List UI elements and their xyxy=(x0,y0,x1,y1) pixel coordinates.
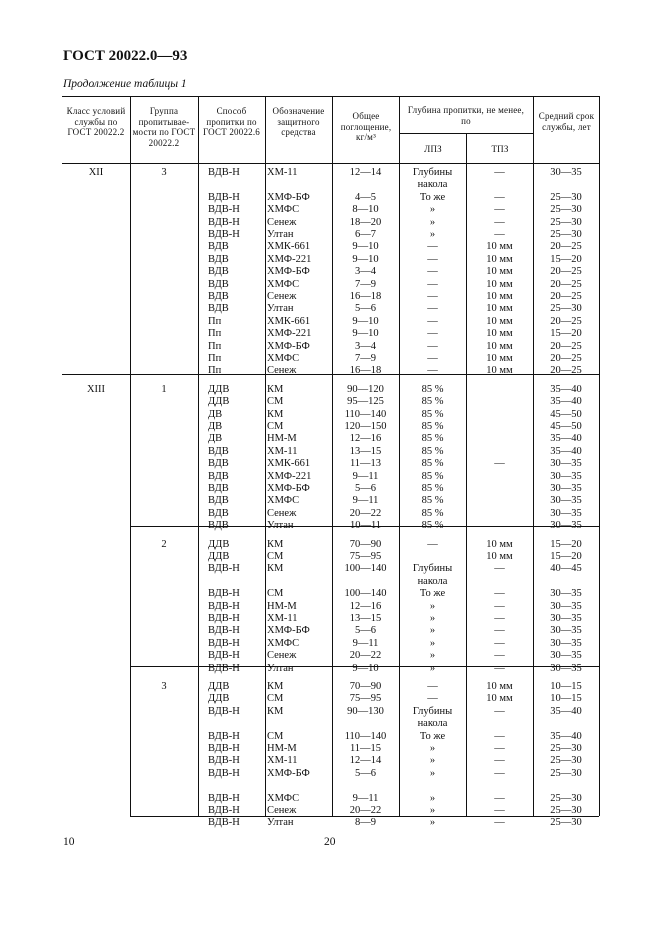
cell-srok: 20—25 xyxy=(550,340,582,352)
cell-sposob: ВДВ xyxy=(208,278,229,290)
cell-tpz: — xyxy=(494,817,505,829)
cell-tpz: 10 мм xyxy=(486,538,513,550)
cell-lpz: 85 % xyxy=(421,383,444,395)
cell-sposob: ВДВ-Н xyxy=(208,216,240,228)
cell-lpz: » xyxy=(429,216,436,228)
cell-sposob: ВДВ-Н xyxy=(208,805,240,816)
cell-tpz: — xyxy=(494,650,505,662)
cell-srok: 30—35 xyxy=(550,470,582,482)
cell-sredstvo: КМ xyxy=(267,563,284,575)
cell-sredstvo: Сенеж xyxy=(267,805,297,816)
cell-srok: 35—40 xyxy=(550,730,582,742)
cell-pogl: 20—22 xyxy=(349,805,382,816)
cell-sposob: ВДВ-Н xyxy=(208,817,240,829)
cell-sredstvo: ХМФ-БФ xyxy=(267,266,310,278)
cell-sredstvo: Сенеж xyxy=(267,216,297,228)
cell-sredstvo: СМ xyxy=(267,588,284,600)
cell-sposob: ДДВ xyxy=(208,383,230,395)
cell-sredstvo: ХМ-11 xyxy=(267,613,298,624)
cell-srok: 20—25 xyxy=(550,241,582,253)
cell-lpz: 85 % xyxy=(421,458,444,470)
cell-sposob: Пп xyxy=(208,328,222,340)
cell-pogl: 70—90 xyxy=(349,681,382,692)
cell-sredstvo: НМ-М xyxy=(267,600,297,612)
cell-gruppa: 3 xyxy=(161,681,167,692)
cell-srok: 25—30 xyxy=(550,767,582,779)
col-header-pogl: Общее поглощение, кг/м³ xyxy=(340,111,392,142)
cell-lpz: 85 % xyxy=(421,470,444,482)
cell-sposob: ВДВ-Н xyxy=(208,650,240,662)
cell-lpz: накола xyxy=(417,179,448,191)
cell-lpz: — xyxy=(427,365,438,377)
cell-pogl: 3—4 xyxy=(355,340,376,352)
cell-srok: 30—35 xyxy=(550,650,582,662)
cell-srok: 25—30 xyxy=(550,191,582,203)
cell-sredstvo: ХМФ-221 xyxy=(267,470,312,482)
cell-sredstvo: Ултан xyxy=(267,662,294,674)
cell-srok: 20—25 xyxy=(550,315,582,327)
cell-sredstvo: ХМФ-БФ xyxy=(267,767,310,779)
cell-srok: 20—25 xyxy=(550,278,582,290)
cell-lpz: — xyxy=(427,353,438,364)
cell-pogl: 18—20 xyxy=(349,216,382,228)
cell-srok: 30—35 xyxy=(550,600,582,612)
cell-sredstvo: ХМФ-БФ xyxy=(267,625,310,637)
col-header-tpz: ТПЗ xyxy=(491,144,509,154)
cell-srok: 20—25 xyxy=(550,291,582,302)
cell-lpz: — xyxy=(427,315,438,327)
cell-srok: 15—20 xyxy=(550,538,582,550)
cell-sredstvo: ХМФ-БФ xyxy=(267,340,310,352)
cell-tpz: 10 мм xyxy=(486,278,513,290)
cell-lpz: — xyxy=(427,328,438,340)
cell-lpz: То же xyxy=(419,730,446,742)
cell-lpz: — xyxy=(427,681,438,692)
cell-pogl: 75—95 xyxy=(349,693,382,705)
cell-lpz: — xyxy=(427,266,438,278)
cell-pogl: 5—6 xyxy=(355,303,376,315)
col-header-klass: Класс условий службы по ГОСТ 20022.2 xyxy=(66,106,126,137)
cell-srok: 20—25 xyxy=(550,353,582,364)
cell-sposob: ВДВ-Н xyxy=(208,563,240,575)
cell-srok: 25—30 xyxy=(550,303,582,315)
cell-sredstvo: ХМФС xyxy=(267,278,300,290)
cell-lpz: Глубины xyxy=(412,563,453,575)
cell-sredstvo: СМ xyxy=(267,730,284,742)
cell-sredstvo: НМ-М xyxy=(267,743,297,754)
col-header-gruppa: Группа пропитывае-мости по ГОСТ 20022.2 xyxy=(132,106,196,148)
cell-tpz: 10 мм xyxy=(486,340,513,352)
cell-klass: XIII xyxy=(86,383,106,395)
cell-pogl: 16—18 xyxy=(349,291,382,302)
cell-srok: 45—50 xyxy=(550,408,582,420)
cell-sredstvo: ХМК-661 xyxy=(267,241,311,253)
col-header-oboznach: Обозначение защитного средства xyxy=(272,106,325,137)
cell-sredstvo: ХМФС xyxy=(267,495,300,507)
cell-lpz: — xyxy=(427,303,438,315)
cell-tpz: 10 мм xyxy=(486,291,513,302)
cell-sredstvo: КМ xyxy=(267,383,284,395)
cell-sredstvo: Сенеж xyxy=(267,650,297,662)
cell-sredstvo: ХМ-11 xyxy=(267,755,298,767)
cell-sposob: ВДВ xyxy=(208,241,229,253)
cell-sposob: ДВ xyxy=(208,421,223,432)
cell-tpz: — xyxy=(494,216,505,228)
cell-srok: 30—35 xyxy=(550,637,582,649)
cell-tpz: — xyxy=(494,637,505,649)
cell-lpz: » xyxy=(429,767,436,779)
cell-srok: 25—30 xyxy=(550,792,582,804)
cell-srok: 15—20 xyxy=(550,328,582,340)
cell-pogl: 110—140 xyxy=(344,408,387,420)
cell-srok: 35—40 xyxy=(550,433,582,445)
cell-pogl: 13—15 xyxy=(349,613,382,624)
cell-sposob: ВДВ-Н xyxy=(208,755,240,767)
cell-sposob: ВДВ-Н xyxy=(208,588,240,600)
cell-lpz: — xyxy=(427,340,438,352)
cell-sposob: ВДВ xyxy=(208,253,229,265)
cell-tpz: — xyxy=(494,563,505,575)
cell-pogl: 20—22 xyxy=(349,507,382,519)
cell-sredstvo: СМ xyxy=(267,396,284,408)
cell-sposob: ДДВ xyxy=(208,396,230,408)
cell-sposob: ДДВ xyxy=(208,551,230,562)
cell-sredstvo: КМ xyxy=(267,681,284,692)
cell-pogl: 9—11 xyxy=(352,470,379,482)
col-header-sposob: Способ пропитки по ГОСТ 20022.6 xyxy=(203,106,260,137)
cell-lpz: » xyxy=(429,743,436,754)
cell-pogl: 70—90 xyxy=(349,538,382,550)
cell-sredstvo: Ултан xyxy=(267,520,294,532)
cell-pogl: 12—16 xyxy=(349,600,382,612)
cell-pogl: 90—130 xyxy=(347,705,384,717)
cell-tpz: — xyxy=(494,191,505,203)
cell-sredstvo: ХМФС xyxy=(267,204,300,216)
cell-lpz: » xyxy=(429,637,436,649)
cell-sredstvo: НМ-М xyxy=(267,433,297,445)
cell-sposob: ВДВ-Н xyxy=(208,705,240,717)
cell-sredstvo: ХМФС xyxy=(267,637,300,649)
cell-srok: 35—40 xyxy=(550,396,582,408)
col-header-srok: Средний срок службы, лет xyxy=(538,111,595,132)
cell-lpz: » xyxy=(429,662,436,674)
cell-srok: 30—35 xyxy=(550,520,582,532)
cell-sredstvo: КМ xyxy=(267,538,284,550)
cell-pogl: 100—140 xyxy=(344,588,387,600)
cell-srok: 30—35 xyxy=(550,613,582,624)
cell-srok: 25—30 xyxy=(550,204,582,216)
cell-pogl: 5—6 xyxy=(355,625,376,637)
cell-lpz: накола xyxy=(417,718,448,730)
cell-sposob: ВДВ-Н xyxy=(208,204,240,216)
cell-pogl: 7—9 xyxy=(355,278,376,290)
cell-srok: 30—35 xyxy=(550,662,582,674)
page-number-left: 10 xyxy=(63,836,75,848)
cell-sredstvo: Ултан xyxy=(267,817,294,829)
cell-tpz: — xyxy=(494,743,505,754)
cell-sredstvo: Сенеж xyxy=(267,507,297,519)
cell-lpz: — xyxy=(427,693,438,705)
cell-sposob: ВДВ xyxy=(208,470,229,482)
cell-pogl: 9—10 xyxy=(352,662,379,674)
cell-pogl: 4—5 xyxy=(355,191,376,203)
cell-sposob: ВДВ-Н xyxy=(208,229,240,240)
cell-pogl: 9—11 xyxy=(352,495,379,507)
cell-pogl: 11—15 xyxy=(349,743,382,754)
cell-pogl: 90—120 xyxy=(347,383,384,395)
cell-srok: 30—35 xyxy=(550,458,582,470)
cell-sposob: ВДВ xyxy=(208,303,229,315)
cell-sposob: ВДВ-Н xyxy=(208,167,240,178)
cell-sredstvo: Ултан xyxy=(267,229,294,240)
cell-lpz: накола xyxy=(417,575,448,587)
cell-sredstvo: КМ xyxy=(267,408,284,420)
cell-srok: 40—45 xyxy=(550,563,582,575)
cell-srok: 25—30 xyxy=(550,743,582,754)
cell-pogl: 9—10 xyxy=(352,253,379,265)
cell-lpz: » xyxy=(429,817,436,829)
table-continuation-caption: Продолжение таблицы 1 xyxy=(63,78,187,90)
cell-lpz: » xyxy=(429,805,436,816)
cell-lpz: » xyxy=(429,625,436,637)
cell-sposob: ВДВ-Н xyxy=(208,600,240,612)
page-number-center: 20 xyxy=(324,836,336,848)
cell-pogl: 3—4 xyxy=(355,266,376,278)
cell-srok: 25—30 xyxy=(550,805,582,816)
cell-lpz: То же xyxy=(419,588,446,600)
cell-tpz: 10 мм xyxy=(486,681,513,692)
cell-tpz: 10 мм xyxy=(486,328,513,340)
cell-lpz: 85 % xyxy=(421,408,444,420)
cell-sposob: ДДВ xyxy=(208,538,230,550)
cell-srok: 30—35 xyxy=(550,495,582,507)
cell-srok: 35—40 xyxy=(550,445,582,457)
cell-srok: 10—15 xyxy=(550,681,582,692)
cell-pogl: 110—140 xyxy=(344,730,387,742)
cell-tpz: — xyxy=(494,204,505,216)
cell-tpz: — xyxy=(494,662,505,674)
cell-lpz: Глубины xyxy=(412,167,453,178)
cell-sposob: Пп xyxy=(208,315,222,327)
cell-sposob: Пп xyxy=(208,365,222,377)
cell-pogl: 6—7 xyxy=(355,229,376,240)
cell-sredstvo: ХМФС xyxy=(267,792,300,804)
cell-sredstvo: ХМФ-БФ xyxy=(267,483,310,494)
cell-pogl: 75—95 xyxy=(349,551,382,562)
cell-sredstvo: Ултан xyxy=(267,303,294,315)
cell-tpz: — xyxy=(494,730,505,742)
cell-sposob: ВДВ xyxy=(208,507,229,519)
standard-number: ГОСТ 20022.0—93 xyxy=(63,48,188,64)
cell-lpz: » xyxy=(429,755,436,767)
cell-sposob: ДВ xyxy=(208,433,223,445)
cell-pogl: 8—10 xyxy=(352,204,379,216)
cell-klass: XII xyxy=(88,167,104,178)
cell-sredstvo: КМ xyxy=(267,705,284,717)
cell-srok: 25—30 xyxy=(550,817,582,829)
cell-sposob: ВДВ-Н xyxy=(208,767,240,779)
cell-srok: 20—25 xyxy=(550,266,582,278)
cell-sredstvo: ХМФ-221 xyxy=(267,328,312,340)
cell-sredstvo: ХМФ-221 xyxy=(267,253,312,265)
cell-sredstvo: СМ xyxy=(267,421,284,432)
cell-sposob: ВДВ-Н xyxy=(208,743,240,754)
cell-lpz: 85 % xyxy=(421,495,444,507)
cell-lpz: 85 % xyxy=(421,396,444,408)
cell-tpz: — xyxy=(494,792,505,804)
cell-srok: 35—40 xyxy=(550,705,582,717)
cell-srok: 30—35 xyxy=(550,167,582,178)
cell-gruppa: 1 xyxy=(161,383,167,395)
cell-gruppa: 2 xyxy=(161,538,167,550)
cell-srok: 25—30 xyxy=(550,216,582,228)
cell-lpz: 85 % xyxy=(421,433,444,445)
cell-lpz: — xyxy=(427,278,438,290)
cell-pogl: 16—18 xyxy=(349,365,382,377)
cell-pogl: 9—10 xyxy=(352,315,379,327)
cell-srok: 15—20 xyxy=(550,253,582,265)
cell-tpz: — xyxy=(494,167,505,178)
cell-sposob: ДДВ xyxy=(208,681,230,692)
impregnation-table xyxy=(62,96,599,829)
cell-lpz: » xyxy=(429,600,436,612)
cell-tpz: — xyxy=(494,600,505,612)
cell-pogl: 9—10 xyxy=(352,328,379,340)
cell-lpz: — xyxy=(427,241,438,253)
cell-sredstvo: ХМФС xyxy=(267,353,300,364)
cell-pogl: 12—16 xyxy=(349,433,382,445)
cell-srok: 25—30 xyxy=(550,755,582,767)
cell-sposob: ВДВ-Н xyxy=(208,191,240,203)
cell-pogl: 9—11 xyxy=(352,792,379,804)
cell-tpz: 10 мм xyxy=(486,303,513,315)
cell-sredstvo: Сенеж xyxy=(267,365,297,377)
cell-lpz: — xyxy=(427,538,438,550)
cell-tpz: 10 мм xyxy=(486,551,513,562)
cell-tpz: — xyxy=(494,755,505,767)
cell-tpz: — xyxy=(494,705,505,717)
cell-lpz: 85 % xyxy=(421,520,444,532)
cell-lpz: То же xyxy=(419,191,446,203)
cell-pogl: 9—10 xyxy=(352,241,379,253)
cell-tpz: 10 мм xyxy=(486,693,513,705)
cell-tpz: — xyxy=(494,613,505,624)
cell-pogl: 8—9 xyxy=(355,817,376,829)
cell-srok: 35—40 xyxy=(550,383,582,395)
cell-pogl: 120—150 xyxy=(344,421,387,432)
cell-pogl: 11—13 xyxy=(349,458,382,470)
cell-sposob: ВДВ-Н xyxy=(208,662,240,674)
cell-sposob: ВДВ-Н xyxy=(208,613,240,624)
cell-lpz: » xyxy=(429,613,436,624)
cell-pogl: 5—6 xyxy=(355,483,376,494)
cell-lpz: 85 % xyxy=(421,445,444,457)
cell-sposob: ВДВ xyxy=(208,291,229,302)
cell-lpz: » xyxy=(429,229,436,240)
cell-srok: 15—20 xyxy=(550,551,582,562)
cell-tpz: 10 мм xyxy=(486,353,513,364)
cell-sposob: ВДВ xyxy=(208,445,229,457)
col-header-lpz: ЛПЗ xyxy=(424,144,442,154)
cell-sredstvo: ХМ-11 xyxy=(267,445,298,457)
cell-gruppa: 3 xyxy=(161,167,167,178)
cell-sredstvo: Сенеж xyxy=(267,291,297,302)
cell-sredstvo: ХМК-661 xyxy=(267,458,311,470)
cell-sposob: Пп xyxy=(208,340,222,352)
cell-sposob: ВДВ xyxy=(208,266,229,278)
cell-lpz: 85 % xyxy=(421,421,444,432)
cell-pogl: 13—15 xyxy=(349,445,382,457)
cell-sposob: ВДВ-Н xyxy=(208,637,240,649)
cell-srok: 30—35 xyxy=(550,507,582,519)
cell-tpz: 10 мм xyxy=(486,241,513,253)
col-header-glubina: Глубина пропитки, не менее, по xyxy=(407,105,525,126)
cell-pogl: 5—6 xyxy=(355,767,376,779)
cell-tpz: — xyxy=(494,229,505,240)
cell-pogl: 10—11 xyxy=(349,520,382,532)
cell-sposob: ВДВ xyxy=(208,458,229,470)
cell-lpz: » xyxy=(429,650,436,662)
cell-tpz: — xyxy=(494,625,505,637)
cell-srok: 45—50 xyxy=(550,421,582,432)
cell-srok: 20—25 xyxy=(550,365,582,377)
cell-pogl: 12—14 xyxy=(349,755,382,767)
cell-lpz: — xyxy=(427,291,438,302)
cell-sposob: ВДВ xyxy=(208,495,229,507)
cell-tpz: — xyxy=(494,458,505,470)
cell-sposob: ВДВ-Н xyxy=(208,625,240,637)
cell-pogl: 7—9 xyxy=(355,353,376,364)
cell-lpz: — xyxy=(427,253,438,265)
cell-pogl: 95—125 xyxy=(347,396,384,408)
cell-sposob: ДВ xyxy=(208,408,223,420)
cell-tpz: — xyxy=(494,767,505,779)
cell-sposob: ВДВ-Н xyxy=(208,730,240,742)
cell-lpz: » xyxy=(429,204,436,216)
cell-tpz: 10 мм xyxy=(486,266,513,278)
cell-pogl: 9—11 xyxy=(352,637,379,649)
cell-sredstvo: ХМФ-БФ xyxy=(267,191,310,203)
cell-sredstvo: СМ xyxy=(267,693,284,705)
cell-sredstvo: ХМК-661 xyxy=(267,315,311,327)
cell-sposob: ВДВ xyxy=(208,520,229,532)
cell-sposob: ВДВ xyxy=(208,483,229,494)
cell-srok: 30—35 xyxy=(550,483,582,494)
cell-tpz: 10 мм xyxy=(486,253,513,265)
cell-tpz: 10 мм xyxy=(486,365,513,377)
cell-srok: 30—35 xyxy=(550,588,582,600)
cell-sposob: ВДВ-Н xyxy=(208,792,240,804)
cell-sredstvo: ХМ-11 xyxy=(267,167,298,178)
cell-lpz: Глубины xyxy=(412,705,453,717)
cell-srok: 30—35 xyxy=(550,625,582,637)
cell-pogl: 100—140 xyxy=(344,563,387,575)
cell-pogl: 20—22 xyxy=(349,650,382,662)
cell-sposob: Пп xyxy=(208,353,222,364)
cell-lpz: 85 % xyxy=(421,507,444,519)
cell-tpz: — xyxy=(494,805,505,816)
cell-lpz: 85 % xyxy=(421,483,444,494)
cell-pogl: 12—14 xyxy=(349,167,382,178)
cell-sposob: ДДВ xyxy=(208,693,230,705)
cell-sredstvo: СМ xyxy=(267,551,284,562)
cell-tpz: 10 мм xyxy=(486,315,513,327)
cell-srok: 10—15 xyxy=(550,693,582,705)
cell-srok: 25—30 xyxy=(550,229,582,240)
cell-lpz: » xyxy=(429,792,436,804)
cell-tpz: — xyxy=(494,588,505,600)
